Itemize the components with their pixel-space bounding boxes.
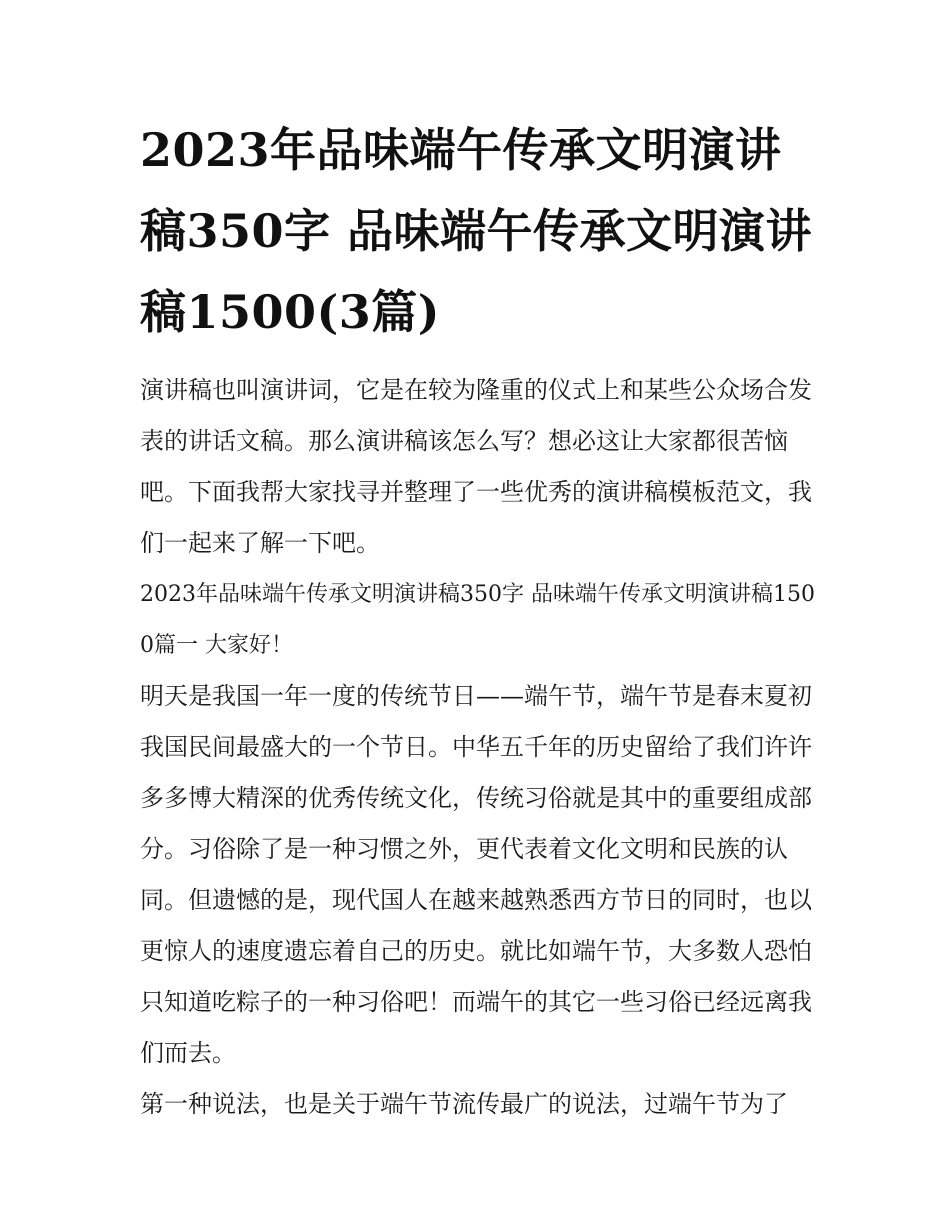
- document-title: 2023年品味端午传承文明演讲稿350字 品味端午传承文明演讲稿1500(3篇): [140, 123, 813, 339]
- section-heading: 2023年品味端午传承文明演讲稿350字 品味端午传承文明演讲稿1500篇一 大家好！: [140, 582, 815, 658]
- document-page: [140, 110, 816, 1130]
- body-paragraph-1: 明天是我国一年一度的传统节日——端午节，端午节是春末夏初我国民间最盛大的一个节日。中华五千年的历史留给了我们许许多多博大精深的优秀传统文化，传统习俗就是其中的重要组成部分。习俗除了是一种习惯之外，更代表着文化文明和民族的认同。但遗憾的是，现代国人在越来越熟悉西方节日的同时，也以更惊人的速度遗忘着自己的历史。就比如端午节，大多数人恐怕只知道吃粽子的一种习俗吧！而端午的其它一些习俗已经远离我们而去。: [140, 682, 812, 1067]
- body-paragraph-2: 第一种说法，也是关于端午节流传最广的说法，过端午节为了: [140, 1090, 788, 1118]
- intro-paragraph: 演讲稿也叫演讲词，它是在较为隆重的仪式上和某些公众场合发表的讲话文稿。那么演讲稿该怎么写？想必这让大家都很苦恼吧。下面我帮大家找寻并整理了一些优秀的演讲稿模板范文，我们一起来了解一下吧。: [140, 376, 812, 557]
